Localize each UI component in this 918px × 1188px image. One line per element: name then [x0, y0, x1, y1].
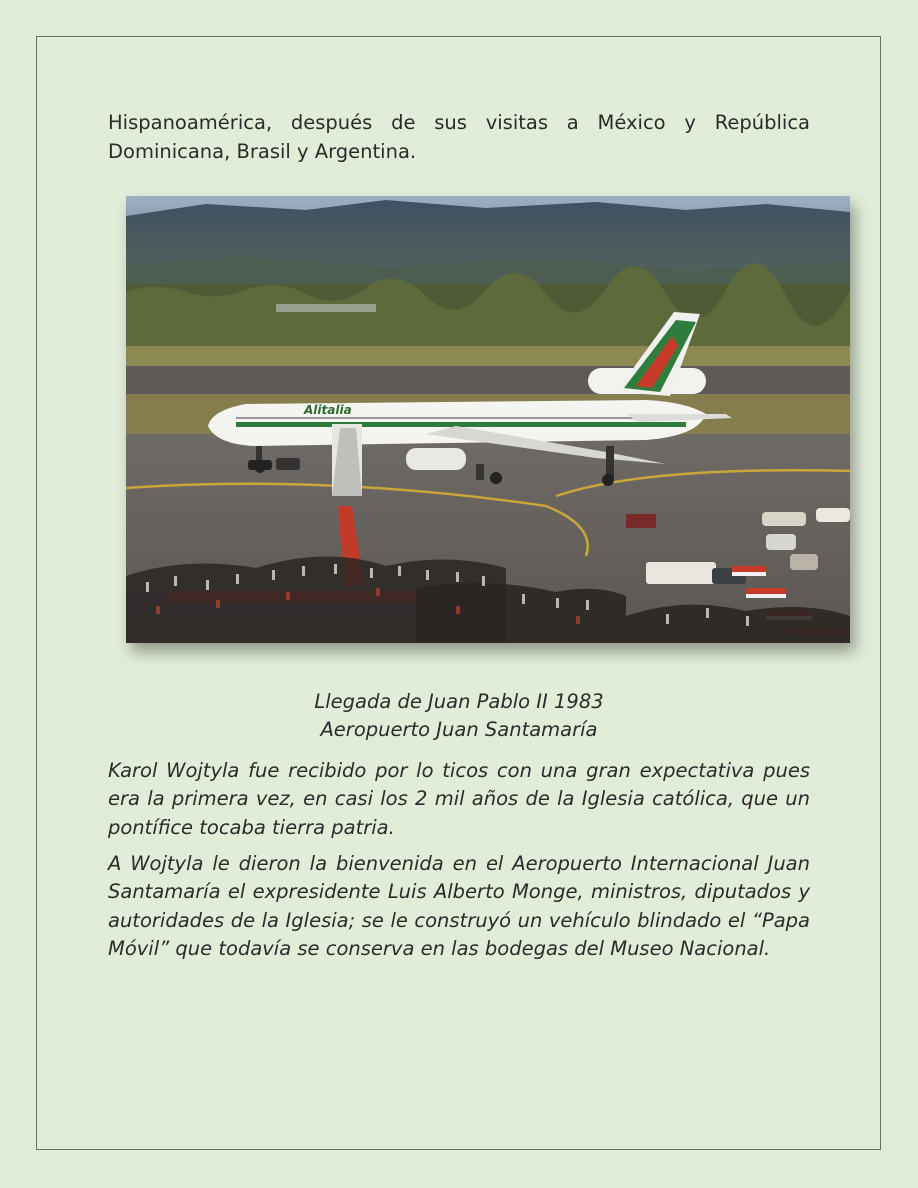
photo-caption — [108, 688, 810, 744]
caption-line-1: Llegada de Juan Pablo II 1983 — [314, 690, 604, 713]
caption-line-2: Aeropuerto Juan Santamaría — [320, 718, 598, 741]
body-paragraph-1: Karol Wojtyla fue recibido por lo ticos con una gran expectativa pues era la primera vez, en casi los 2 mil años de la Iglesia católica, que un pontífice tocaba tierra patria. — [108, 759, 810, 839]
intro-paragraph: Hispanoamérica, después de sus visitas a México y República Dominicana, Brasil y Argentina. — [108, 111, 810, 163]
airline-logo-text: Alitalia — [304, 403, 352, 417]
airport-photo — [126, 196, 850, 643]
body-paragraph-2: A Wojtyla le dieron la bienvenida en el Aeropuerto Internacional Juan Santamaría el expresidente Luis Alberto Monge, ministros, diputados y autoridades de la Iglesia; se le construyó un vehículo blindado el “Papa Móvil” que todavía se conserva en las bodegas del Museo Nacional. — [108, 852, 810, 960]
